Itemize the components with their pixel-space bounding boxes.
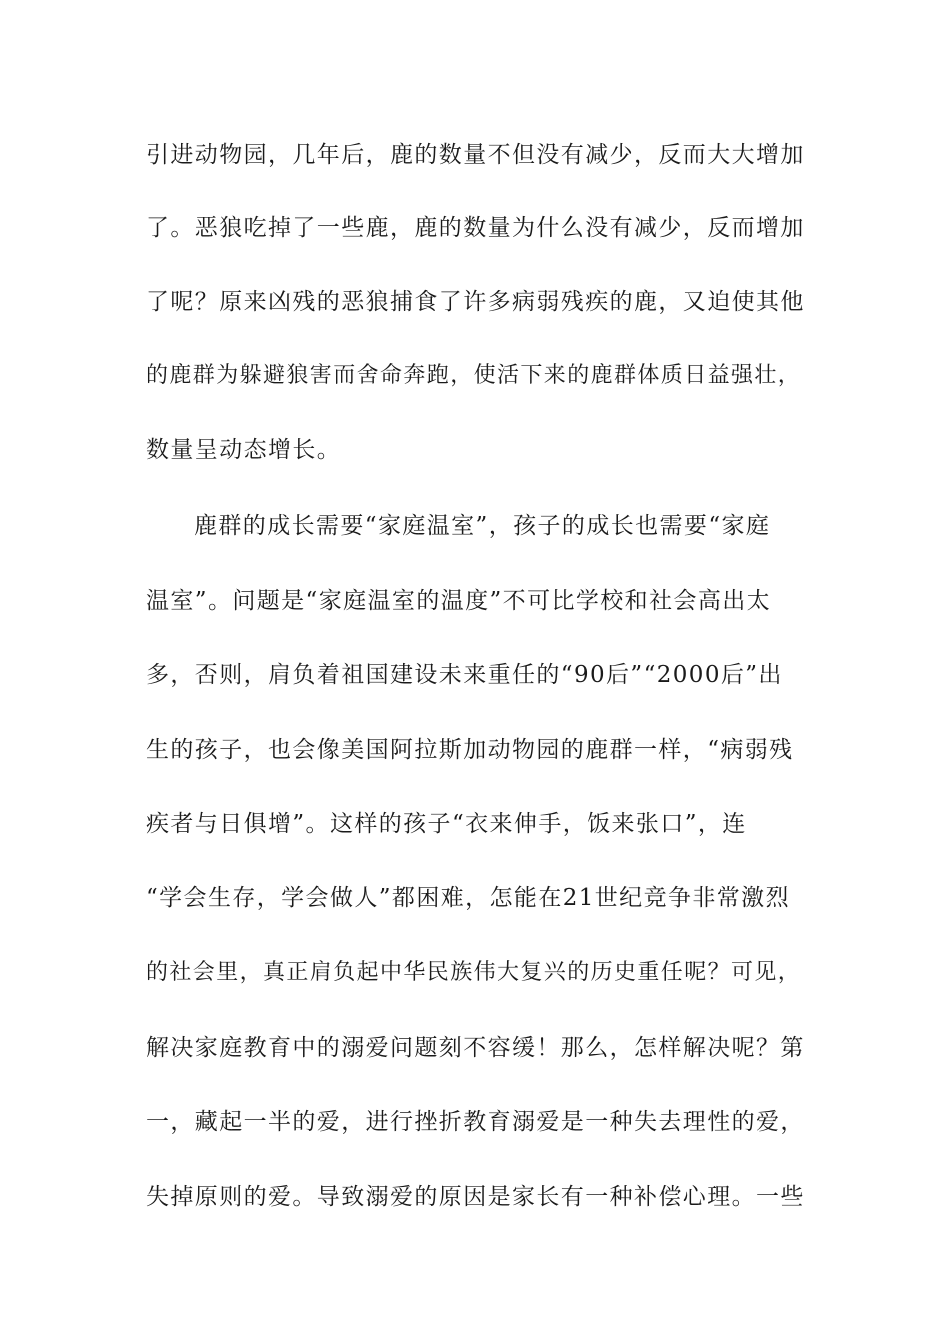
text-line-2: 了。恶狼吃掉了一些鹿，鹿的数量为什么没有减少，反而增加 [146,215,805,241]
text-line-7: 温室”。问题是“家庭温室的温度”不可比学校和社会高出太 [146,588,772,614]
text-line-1: 引进动物园，几年后，鹿的数量不但没有减少，反而大大增加 [146,142,805,168]
text-line-4: 的鹿群为躲避狼害而舍命奔跑，使活下来的鹿群体质日益强壮， [146,363,802,388]
text-line-3: 了呢？原来凶残的恶狼捕食了许多病弱残疾的鹿，又迫使其他 [146,289,805,315]
text-line-13: 解决家庭教育中的溺爱问题刻不容缓！那么，怎样解决呢？第 [146,1035,805,1061]
text-line-10: 疾者与日俱增”。这样的孩子“衣来伸手，饭来张口”，连 [146,811,747,837]
text-line-9: 生的孩子，也会像美国阿拉斯加动物园的鹿群一样，“病弱残 [146,737,794,763]
text-line-15: 失掉原则的爱。导致溺爱的原因是家长有一种补偿心理。一些 [146,1184,805,1210]
text-line-12: 的社会里，真正肩负起中华民族伟大复兴的历史重任呢？可见， [146,960,802,985]
text-line-14: 一，藏起一半的爱，进行挫折教育溺爱是一种失去理性的爱， [146,1109,805,1135]
text-line-11: “学会生存，学会做人”都困难，怎能在21世纪竞争非常激烈 [146,885,790,911]
text-line-8: 多，否则，肩负着祖国建设未来重任的“90后”“2000后”出 [146,662,783,688]
text-line-5: 数量呈动态增长。 [146,437,342,463]
paragraph-start-line: 鹿群的成长需要“家庭温室”，孩子的成长也需要“家庭 [194,513,771,539]
